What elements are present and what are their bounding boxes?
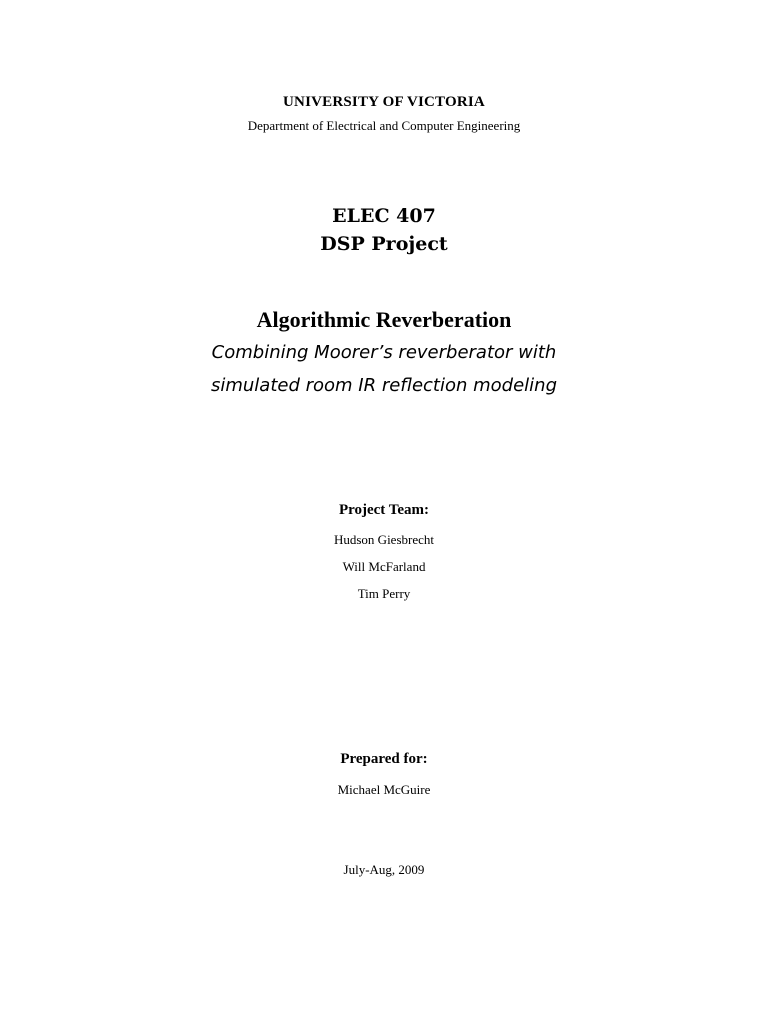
document-title: Algorithmic Reverberation	[256, 307, 512, 332]
team-member: Hudson Giesbrecht	[333, 532, 434, 547]
prepared-for-heading: Prepared for:	[340, 751, 428, 767]
team-member: Tim Perry	[357, 586, 411, 601]
university-name: UNIVERSITY OF VICTORIA	[283, 94, 485, 110]
team-heading: Project Team:	[338, 502, 430, 518]
document-date: July-Aug, 2009	[343, 862, 425, 877]
course-code: ELEC 407	[332, 205, 436, 227]
department-name: Department of Electrical and Computer Engineering	[247, 118, 521, 133]
document-subtitle-line-2: simulated room IR reflection modeling	[210, 375, 557, 396]
project-type: DSP Project	[320, 233, 448, 255]
team-member: Will McFarland	[342, 559, 426, 574]
document-subtitle-line-1: Combining Moorer’s reverberator with	[211, 342, 557, 363]
prepared-for-name: Michael McGuire	[337, 782, 431, 797]
